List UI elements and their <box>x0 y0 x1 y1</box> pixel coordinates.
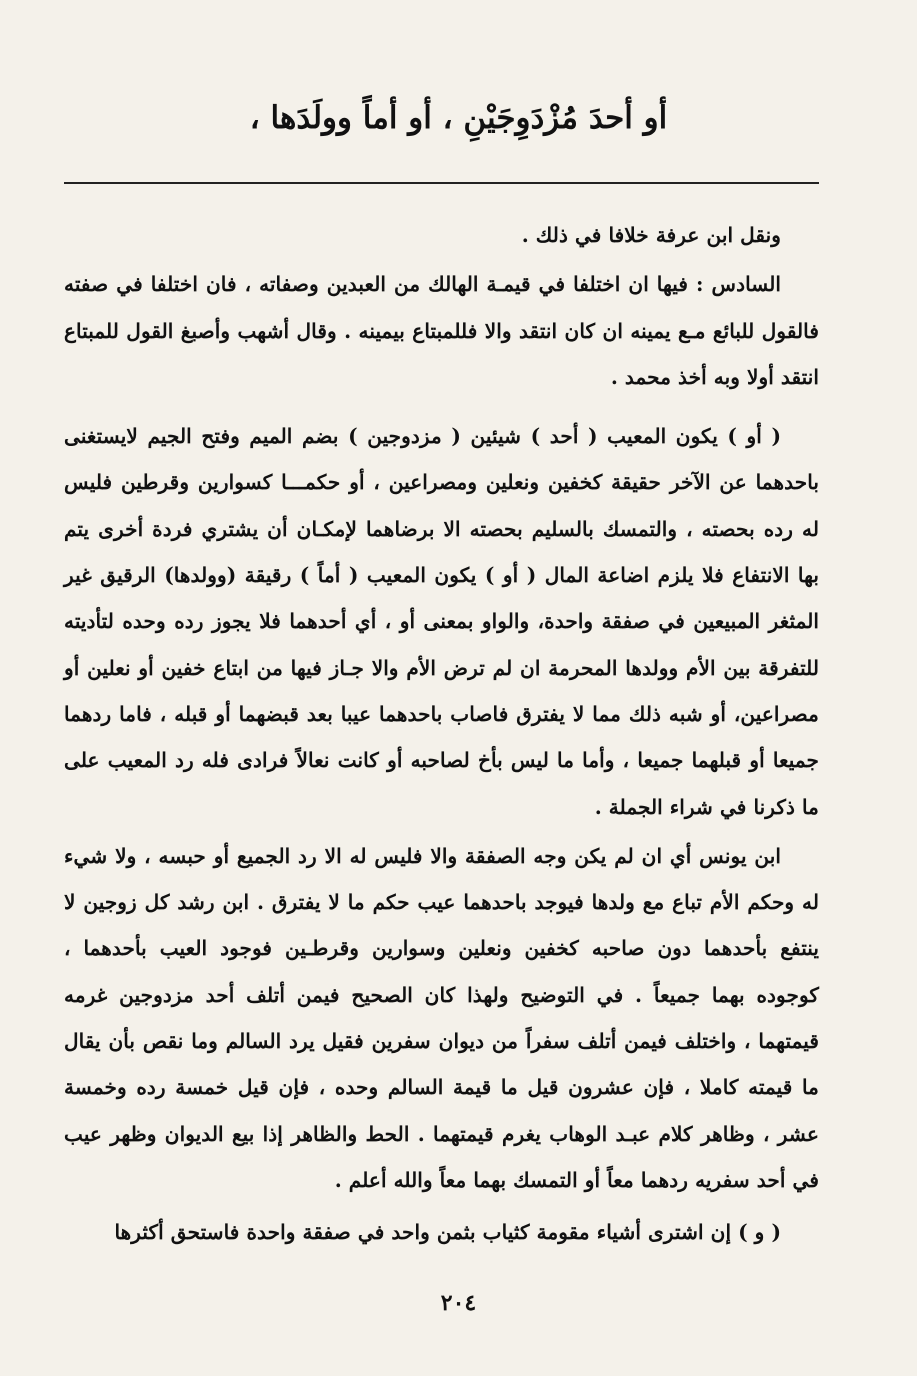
paragraph-intro: ونقل ابن عرفة خلافا في ذلك . <box>521 223 781 247</box>
running-head: أو أحدَ مُزْدَوِجَيْنِ ، أو أماً وولَدَها ، <box>249 100 668 136</box>
paragraph-paired-items: ( أو ) يكون المعيب ( أحد ) شيئين ( مزدوجين ) بضم الميم وفتح الجيم لايستغنى باحدهما عن الآخر حقيقة كخفين ونعلين ومصراعين ، أو حكمـــا كسوارين وقرطين فليس له رده بحصته ، والتمسك بالسليم بحصته الا برضاهما لإمكـان أن يشتري فردة أخرى يتم بها الانتفاع فلا يلزم اضاعة المال ( أو ) يكون المعيب ( أماً ) رقيقة (وولدها) الرقيق غير المثغر المبيعين في صفقة واحدة، والواو بمعنى أو ، أي أحدهما فلا يجوز رده وحده لتأديته للتفرقة بين الأم وولدها المحرمة ان لم ترض الأم والا جـاز فيها من ابتاع خفين أو نعلين أو مصراعين، أو شبه ذلك مما لا يفترق فاصاب باحدهما عيبا بعد قبضهما أو قبله ، فاما ردهما جميعا أو قبلهما جميعا ، وأما ما ليس بأخ لصاحبه أو كانت نعالاً فرادى فله رد المعيب على ما ذكرنا في شراء الجملة . <box>64 424 819 819</box>
paragraph-ibn-yunus: ابن يونس أي ان لم يكن وجه الصفقة والا فليس له الا رد الجميع أو حبسه ، ولا شيء له وحكم الأم تباع مع ولدها فيوجد باحدهما عيب حكم ما لا يفترق . ابن رشد كل زوجين لا ينتفع بأحدهما دون صاحبه كخفين ونعلين وسوارين وقرطـين فوجود العيب بأحدهما ، كوجوده بهما جميعاً . في التوضيح ولهذا كان الصحيح فيمن أتلف أحد مزدوجين غرمه قيمتهما ، واختلف فيمن أتلف سفراً من ديوان سفرين فقيل يرد السالم وما نقص بأن يقال ما قيمته كاملا ، فإن عشرون قيل ما قيمة السالم وحده ، فإن قيل خمسة رده وخمسة عشر ، وظاهر كلام عبـد الوهاب يغرم قيمتهما . الحط والظاهر إذا بيع الديوان وظهر عيب في أحد سفريه ردهما معاً أو التمسك بهما معاً والله أعلم . <box>64 843 819 1192</box>
paragraph-sixth: السادس : فيها ان اختلفا في قيمـة الهالك من العبدين وصفاته ، فان اختلفا في صفته فالقول للبائع مـع يمينه ان كان انتقد والا فللمبتاع بيمينه . وقال أشهب وأصبغ القول للمبتاع انتقد أولا وبه أخذ محمد . <box>64 272 819 389</box>
paragraph-closing: ( و ) إن اشترى أشياء مقومة كثياب بثمن واحد في صفقة واحدة فاستحق أكثرها <box>114 1220 781 1245</box>
page-body <box>64 212 819 1256</box>
page-number: ٢٠٤ <box>440 1290 477 1316</box>
header-rule <box>64 182 819 184</box>
